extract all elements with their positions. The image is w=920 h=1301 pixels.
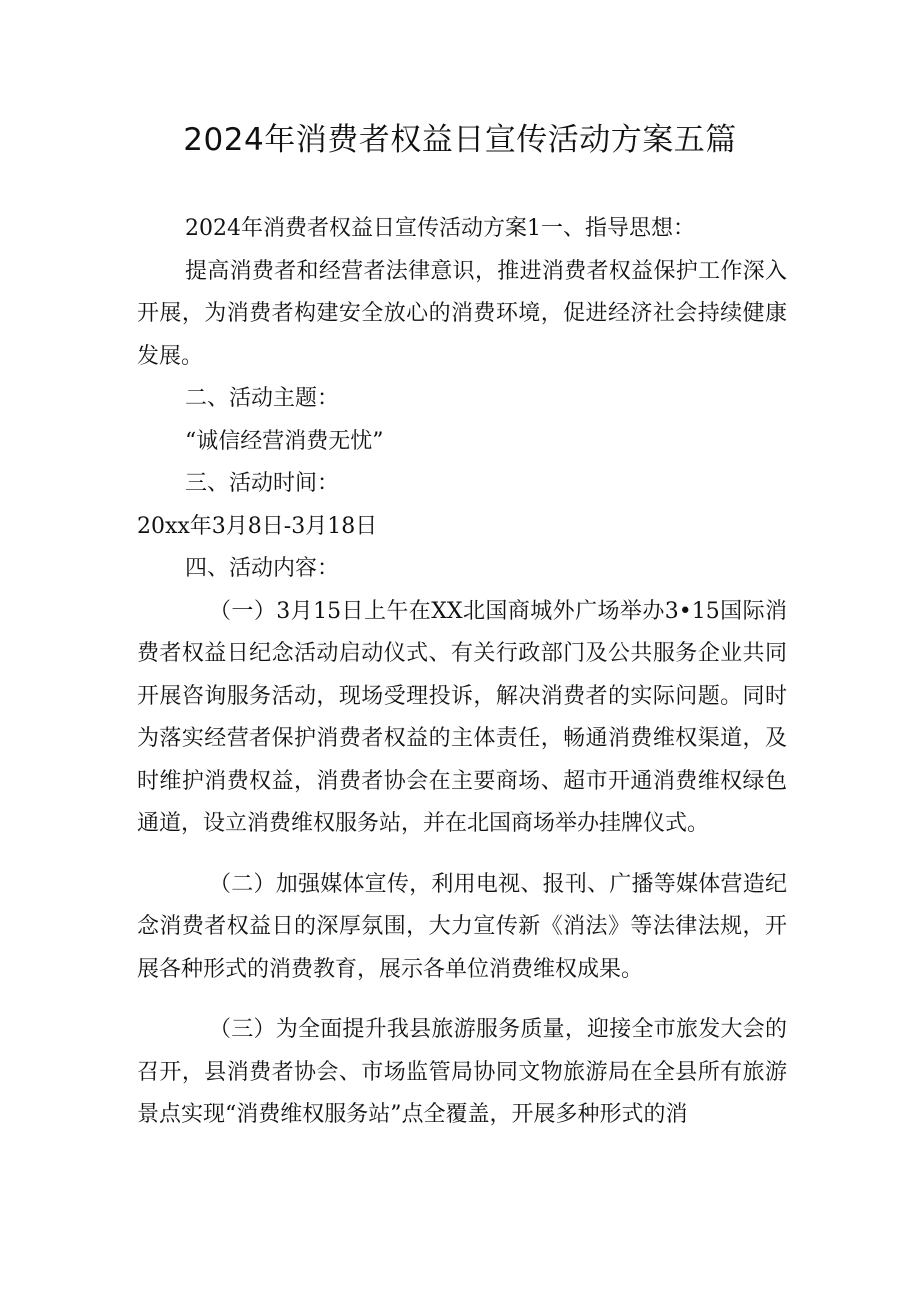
paragraph-intro-heading: 2024年消费者权益日宣传活动方案1一、指导思想： <box>185 216 695 241</box>
paragraph-content-3: （三）为全面提升我县旅游服务质量，迎接全市旅发大会的召开，县消费者协会、市场监管局协同文物旅游局在全县所有旅游景点实现“消费维权服务站”点全覆盖，开展多种形式的消 <box>137 1017 787 1127</box>
paragraph-theme: “诚信经营消费无忧” <box>185 428 384 454</box>
section-heading-time: 三、活动时间： <box>185 471 340 496</box>
document-title: 2024年消费者权益日宣传活动方案五篇 <box>183 122 737 158</box>
paragraph-content-1: （一）3月15日上午在XX北国商城外广场举办3•15国际消费者权益日纪念活动启动仪式、有关行政部门及公共服务企业共同开展咨询服务活动，现场受理投诉，解决消费者的实际问题。同时为落实经营者保护消费者权益的主体责任，畅通消费维权渠道，及时维护消费权益，消费者协会在主要商场、超市开通消费维权绿色通道，设立消费维权服务站，并在北国商场举办挂牌仪式。 <box>137 598 787 836</box>
paragraph-guiding-thought: 提高消费者和经营者法律意识，推进消费者权益保护工作深入开展，为消费者构建安全放心的消费环境，促进经济社会持续健康发展。 <box>137 258 787 369</box>
paragraph-time: 20xx年3月8日-3月18日 <box>137 513 378 539</box>
section-heading-content: 四、活动内容： <box>185 556 340 581</box>
paragraph-content-2: （二）加强媒体宣传，利用电视、报刊、广播等媒体营造纪念消费者权益日的深厚氛围，大力宣传新《消法》等法律法规，开展各种形式的消费教育，展示各单位消费维权成果。 <box>137 871 787 982</box>
section-heading-theme: 二、活动主题： <box>185 386 340 411</box>
document-body <box>137 208 787 1137</box>
